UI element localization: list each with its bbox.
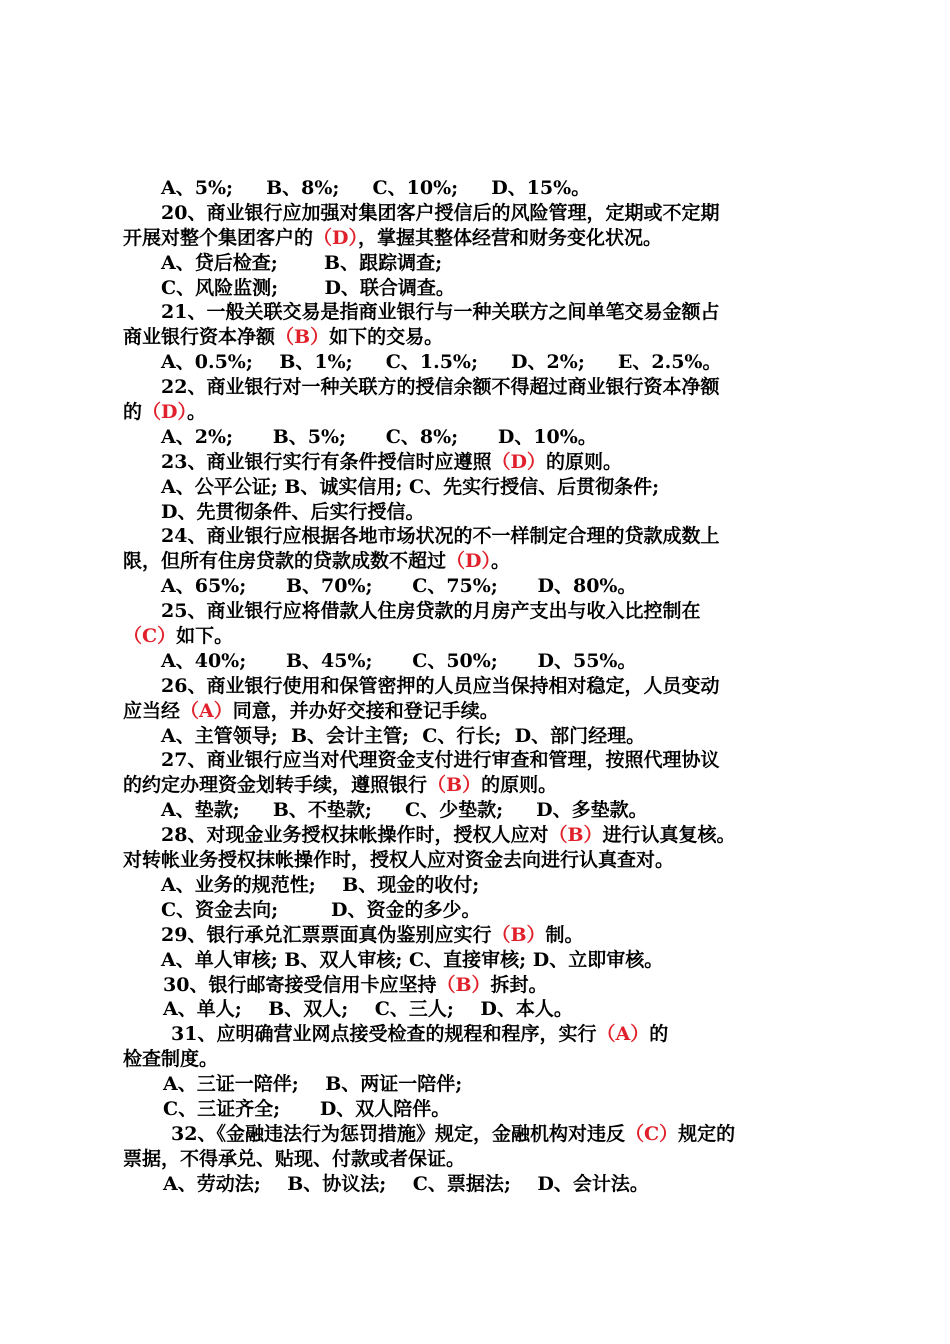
text-line bbox=[123, 500, 833, 525]
line-text: 25、商业银行应将借款人住房贷款的月房产支出与收入比控制在 bbox=[161, 600, 701, 623]
text-line bbox=[123, 997, 833, 1022]
text-line bbox=[123, 873, 833, 898]
answer-mark: （D） bbox=[313, 226, 358, 249]
answer-mark: （D） bbox=[491, 450, 546, 473]
line-text: 的约定办理资金划转手续，遵照银行 bbox=[123, 774, 428, 797]
line-text: A、单人审核; B、双人审核; C、直接审核; D、立即审核。 bbox=[161, 948, 664, 971]
answer-mark: （B） bbox=[491, 923, 546, 946]
text-line bbox=[123, 923, 833, 948]
text-line bbox=[123, 425, 833, 450]
line-text: 26、商业银行使用和保管密押的人员应当保持相对稳定，人员变动 bbox=[161, 674, 720, 697]
line-text: A、公平公证; B、诚实信用; C、先实行授信、后贯彻条件; bbox=[161, 475, 660, 498]
line-text: A、40%; B、45%; C、50%; D、55%。 bbox=[161, 649, 637, 672]
line-text: 开展对整个集团客户的 bbox=[123, 226, 314, 249]
text-line bbox=[123, 773, 833, 798]
line-text: 进行认真复核。 bbox=[602, 824, 736, 847]
line-text: 21、一般关联交易是指商业银行与一种关联方之间单笔交易金额占 bbox=[161, 301, 720, 324]
line-text: A、垫款; B、不垫款; C、少垫款; D、多垫款。 bbox=[161, 799, 648, 822]
text-line bbox=[123, 948, 833, 973]
text-line bbox=[123, 624, 833, 649]
line-text: D、先贯彻条件、后实行授信。 bbox=[161, 500, 425, 523]
line-text: 商业银行资本净额 bbox=[123, 326, 276, 349]
text-line bbox=[123, 226, 833, 251]
text-line bbox=[123, 201, 833, 226]
text-line bbox=[123, 798, 833, 823]
text-line bbox=[123, 1022, 833, 1047]
line-text: 的原则。 bbox=[481, 774, 558, 797]
line-text: 31、应明确营业网点接受检查的规程和程序，实行 bbox=[171, 1023, 597, 1046]
text-line bbox=[123, 1122, 833, 1147]
text-line bbox=[123, 276, 833, 301]
line-text: 的 bbox=[123, 401, 143, 424]
line-text: C、三证齐全; D、双人陪伴。 bbox=[163, 1097, 451, 1120]
text-line bbox=[123, 1097, 833, 1122]
text-line bbox=[123, 898, 833, 923]
line-text: 22、商业银行对一种关联方的授信余额不得超过商业银行资本净额 bbox=[161, 376, 720, 399]
line-text: 对转帐业务授权抹帐操作时，授权人应对资金去向进行认真查对。 bbox=[123, 849, 675, 872]
text-line bbox=[123, 748, 833, 773]
line-text: 拆封。 bbox=[490, 973, 548, 996]
line-text: 28、对现金业务授权抹帐操作时，授权人应对 bbox=[161, 824, 549, 847]
text-line bbox=[123, 973, 833, 998]
text-line bbox=[123, 724, 833, 749]
text-line bbox=[123, 375, 833, 400]
line-text: 。 bbox=[187, 401, 207, 424]
line-text: 票据，不得承兑、贴现、付款或者保证。 bbox=[123, 1147, 466, 1170]
text-line bbox=[123, 823, 833, 848]
line-text: 应当经 bbox=[123, 699, 181, 722]
line-text: A、65%; B、70%; C、75%; D、80%。 bbox=[161, 575, 637, 598]
answer-mark: （B） bbox=[427, 774, 482, 797]
answer-mark: （A） bbox=[596, 1023, 650, 1046]
answer-mark: （B） bbox=[548, 824, 603, 847]
answer-mark: （D） bbox=[142, 401, 187, 424]
line-text: 制。 bbox=[545, 923, 584, 946]
text-line bbox=[123, 574, 833, 599]
text-line bbox=[123, 699, 833, 724]
line-text: 检查制度。 bbox=[123, 1048, 219, 1071]
answer-mark: （C） bbox=[123, 625, 177, 648]
text-line bbox=[123, 325, 833, 350]
text-line bbox=[123, 400, 833, 425]
line-text: ，掌握其整体经营和财务变化状况。 bbox=[358, 226, 663, 249]
text-line bbox=[123, 599, 833, 624]
line-text: 的原则。 bbox=[545, 450, 622, 473]
text-line bbox=[123, 674, 833, 699]
text-line bbox=[123, 450, 833, 475]
line-text: 20、商业银行应加强对集团客户授信后的风险管理，定期或不定期 bbox=[161, 201, 720, 224]
line-text: A、主管领导; B、会计主管; C、行长; D、部门经理。 bbox=[161, 724, 646, 747]
line-text: 如下。 bbox=[176, 625, 234, 648]
text-line bbox=[123, 848, 833, 873]
document-page bbox=[123, 176, 833, 1197]
line-text: 同意，并办好交接和登记手续。 bbox=[232, 699, 499, 722]
line-text: 的 bbox=[649, 1023, 669, 1046]
text-line bbox=[123, 176, 833, 201]
text-line bbox=[123, 549, 833, 574]
answer-mark: （D） bbox=[446, 550, 491, 573]
text-line bbox=[123, 649, 833, 674]
text-line bbox=[123, 1047, 833, 1072]
text-line bbox=[123, 1172, 833, 1197]
line-text: 24、商业银行应根据各地市场状况的不一样制定合理的贷款成数上 bbox=[161, 525, 720, 548]
answer-mark: （C） bbox=[624, 1122, 679, 1145]
line-text: A、0.5%; B、1%; C、1.5%; D、2%; E、2.5%。 bbox=[161, 351, 722, 374]
text-line bbox=[123, 300, 833, 325]
answer-mark: （B） bbox=[436, 973, 491, 996]
line-text: 23、商业银行实行有条件授信时应遵照 bbox=[161, 450, 492, 473]
line-text: 规定的 bbox=[678, 1122, 736, 1145]
answer-mark: （A） bbox=[180, 699, 233, 722]
line-text: A、5%; B、8%; C、10%; D、15%。 bbox=[161, 177, 591, 199]
line-text: A、劳动法; B、协议法; C、票据法; D、会计法。 bbox=[163, 1172, 649, 1195]
line-text: 如下的交易。 bbox=[329, 326, 444, 349]
text-line bbox=[123, 1072, 833, 1097]
line-text: A、2%; B、5%; C、8%; D、10%。 bbox=[161, 425, 597, 448]
text-line bbox=[123, 350, 833, 375]
line-text: 。 bbox=[491, 550, 511, 573]
line-text: C、资金去向; D、资金的多少。 bbox=[161, 898, 481, 921]
line-text: A、贷后检查; B、跟踪调查; bbox=[161, 251, 443, 274]
line-text: 32、《金融违法行为惩罚措施》规定，金融机构对违反 bbox=[171, 1122, 625, 1145]
text-line bbox=[123, 251, 833, 276]
line-text: 30、银行邮寄接受信用卡应坚持 bbox=[163, 973, 437, 996]
line-text: C、风险监测; D、联合调查。 bbox=[161, 276, 455, 299]
line-text: 限，但所有住房贷款的贷款成数不超过 bbox=[123, 550, 447, 573]
line-text: A、单人; B、双人; C、三人; D、本人。 bbox=[163, 998, 573, 1021]
line-text: A、业务的规范性; B、现金的收付; bbox=[161, 873, 480, 896]
answer-mark: （B） bbox=[275, 326, 330, 349]
text-line bbox=[123, 1147, 833, 1172]
text-line bbox=[123, 475, 833, 500]
text-line bbox=[123, 524, 833, 549]
line-text: 27、商业银行应当对代理资金支付进行审查和管理，按照代理协议 bbox=[161, 749, 720, 772]
line-text: 29、银行承兑汇票票面真伪鉴别应实行 bbox=[161, 923, 492, 946]
line-text: A、三证一陪伴; B、两证一陪伴; bbox=[163, 1073, 463, 1096]
